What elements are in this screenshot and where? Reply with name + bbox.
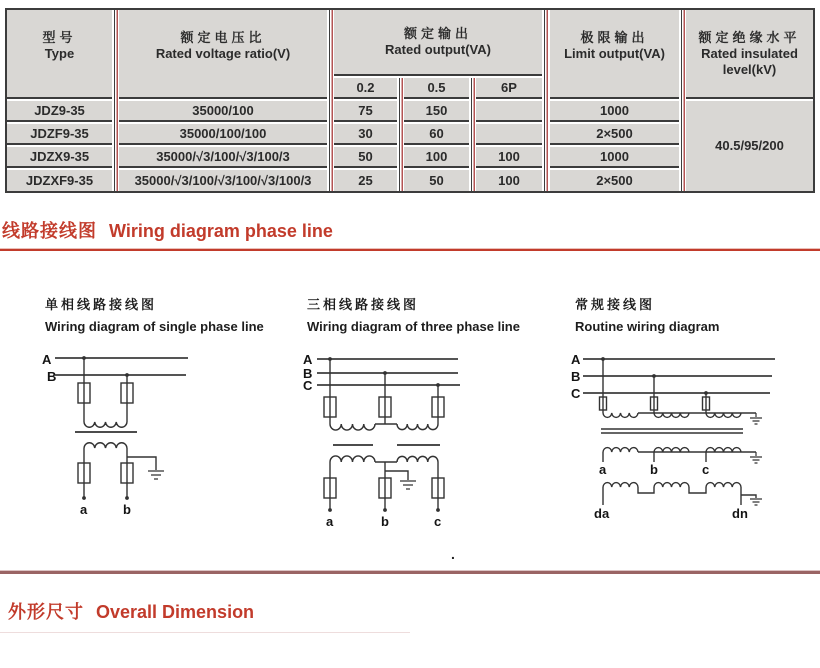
- terminal-label-c: c: [702, 462, 710, 477]
- phase-label-A: A: [303, 352, 313, 367]
- header-ratio-zh: 额定电压比: [180, 29, 266, 45]
- ground-symbol: [750, 499, 762, 505]
- column-divider: [679, 10, 686, 191]
- spec-table: [5, 8, 815, 193]
- phase-label-A: A: [42, 352, 52, 367]
- terminal-dot: [383, 508, 387, 512]
- header-type-zh: 型号: [42, 29, 77, 45]
- row-3-out02: 50: [334, 147, 397, 168]
- header-type-en: Type: [44, 45, 75, 61]
- section-wiring-zh: 线路接线图: [2, 221, 97, 241]
- header-limit-output-zh: 极限输出: [580, 29, 649, 45]
- residual-winding-3: [706, 483, 741, 487]
- secondary-winding: [84, 443, 127, 448]
- diagram-single-title-en: Wiring diagram of single phase line: [45, 319, 264, 334]
- residual-link: [689, 487, 706, 493]
- diagram-single-title-zh: 单相线路接线图: [45, 297, 158, 312]
- ground-symbol: [148, 471, 164, 479]
- residual-winding-2: [654, 483, 689, 487]
- stray-dot: .: [451, 546, 455, 562]
- primary-winding: [84, 422, 127, 427]
- diagram-three-title-en: Wiring diagram of three phase line: [307, 319, 520, 334]
- section-heading-wiring: [2, 217, 333, 243]
- row-4-out02: 25: [334, 170, 397, 191]
- diagram-routine-title-zh: 常规接线图: [575, 297, 656, 312]
- row-1-out6p: [476, 101, 542, 122]
- row-4-out6p: 100: [476, 170, 542, 191]
- ground-wire: [741, 495, 756, 498]
- row-1-ratio: 35000/100: [119, 101, 327, 122]
- row-4-ratio: 35000/√3/100/√3/100/√3/100/3: [119, 170, 327, 191]
- column-divider: [469, 78, 476, 191]
- row-1-limit: 1000: [550, 101, 679, 122]
- header-rated-output: [334, 10, 542, 76]
- row-1-type: JDZ9-35: [7, 101, 112, 122]
- diagram-routine-title-en: Routine wiring diagram: [575, 319, 720, 334]
- header-insulation-zh: 额定绝缘水平: [698, 29, 801, 45]
- secondary-terminal-stub: [603, 452, 706, 462]
- terminal-label-a: a: [599, 462, 607, 477]
- header-ratio-en: Rated voltage ratio(V): [155, 45, 291, 61]
- row-1-out02: 75: [334, 101, 397, 122]
- three-phase-wiring-diagram: [295, 350, 530, 530]
- routine-wiring-diagram: [565, 350, 820, 522]
- row-2-out02: 30: [334, 124, 397, 145]
- row-4-type: JDZXF9-35: [7, 170, 112, 191]
- phase-label-C: C: [303, 378, 313, 393]
- row-2-out05: 60: [404, 124, 469, 145]
- terminal-label-da: da: [594, 506, 610, 521]
- header-insulation-level: [686, 10, 813, 99]
- primary-winding-1: [330, 424, 375, 430]
- row-4-out05: 50: [404, 170, 469, 191]
- secondary-winding-1: [603, 448, 638, 452]
- header-insulation-en2: level(kV): [722, 61, 777, 77]
- terminal-label-a: a: [326, 514, 334, 529]
- section-wiring-en: Wiring diagram phase line: [109, 221, 333, 241]
- diagram-title-single: [45, 294, 264, 338]
- header-rated-output-zh: 额定输出: [403, 26, 472, 41]
- row-2-limit: 2×500: [550, 124, 679, 145]
- terminal-label-c: c: [434, 514, 442, 529]
- diagram-title-three: [307, 294, 520, 338]
- terminal-label-dn: dn: [732, 506, 748, 521]
- header-limit-output: [550, 10, 679, 99]
- single-phase-wiring-diagram: [25, 350, 255, 525]
- insulation-level-value: 40.5/95/200: [686, 101, 813, 191]
- row-3-out05: 100: [404, 147, 469, 168]
- brown-divider-line: [0, 571, 820, 574]
- ground-symbol: [750, 452, 762, 463]
- header-rated-output-en: Rated output(VA): [385, 42, 491, 57]
- primary-winding-1: [603, 413, 638, 417]
- terminal-dot: [125, 496, 129, 500]
- terminal-label-a: a: [80, 502, 88, 517]
- section-dimension-zh: 外形尺寸: [8, 602, 84, 622]
- section-dimension-en: Overall Dimension: [96, 602, 255, 622]
- secondary-winding-2: [397, 456, 438, 462]
- row-3-ratio: 35000/√3/100/√3/100/3: [119, 147, 327, 168]
- header-type: [7, 10, 112, 99]
- red-divider-line: [0, 249, 820, 251]
- ground-symbol: [750, 413, 762, 424]
- column-divider: [112, 10, 119, 191]
- row-2-ratio: 35000/100/100: [119, 124, 327, 145]
- phase-label-C: C: [571, 386, 581, 401]
- column-divider: [542, 10, 550, 191]
- phase-label-B: B: [571, 369, 581, 384]
- section-heading-dimension: [8, 598, 254, 624]
- row-2-type: JDZF9-35: [7, 124, 112, 145]
- terminal-label-b: b: [381, 514, 389, 529]
- terminal-dot: [436, 508, 440, 512]
- diagram-title-routine: [575, 294, 719, 338]
- row-3-out6p: 100: [476, 147, 542, 168]
- phase-label-B: B: [303, 366, 313, 381]
- terminal-dot: [328, 508, 332, 512]
- subheader-class-6p: 6P: [476, 78, 542, 99]
- header-ratio: [119, 10, 327, 99]
- secondary-winding-1: [330, 456, 375, 462]
- row-3-limit: 1000: [550, 147, 679, 168]
- ground-symbol: [400, 481, 416, 489]
- subheader-class-02: 0.2: [334, 78, 397, 99]
- terminal-label-b: b: [650, 462, 658, 477]
- row-2-out6p: [476, 124, 542, 145]
- column-divider: [327, 10, 334, 191]
- terminal-label-b: b: [123, 502, 131, 517]
- phase-label-B: B: [47, 369, 57, 384]
- phase-label-A: A: [571, 352, 581, 367]
- column-divider: [397, 78, 404, 191]
- header-insulation-en1: Rated insulated: [701, 45, 798, 61]
- terminal-dot: [82, 496, 86, 500]
- residual-winding-1: [603, 483, 638, 487]
- row-1-out05: 150: [404, 101, 469, 122]
- diagram-three-title-zh: 三相线路接线图: [307, 297, 420, 312]
- faint-divider-line: [0, 632, 410, 633]
- row-4-limit: 2×500: [550, 170, 679, 191]
- subheader-class-05: 0.5: [404, 78, 469, 99]
- residual-link: [638, 487, 654, 493]
- row-3-type: JDZX9-35: [7, 147, 112, 168]
- header-limit-output-en: Limit output(VA): [564, 45, 665, 61]
- primary-winding-2: [397, 424, 438, 430]
